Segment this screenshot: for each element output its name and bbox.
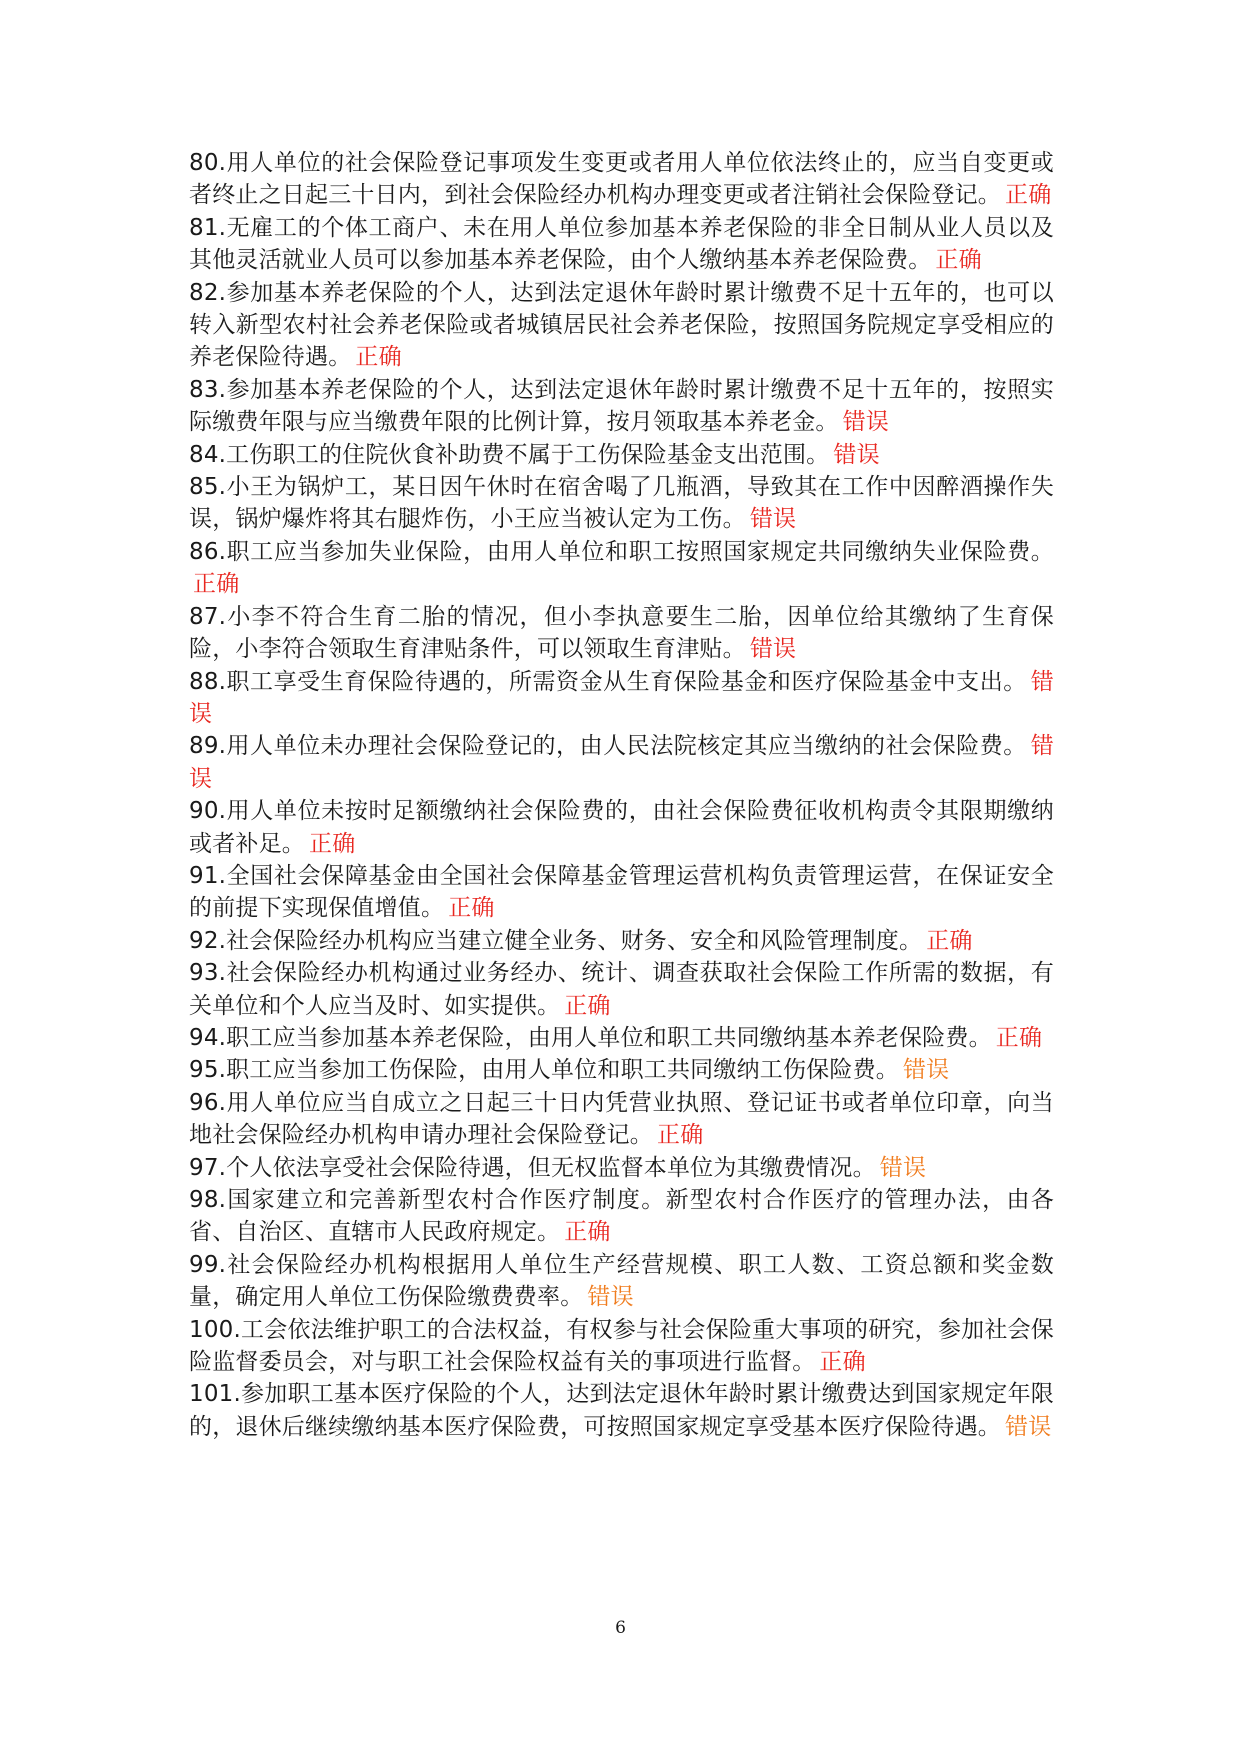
- answer-label: 正确: [819, 1349, 866, 1376]
- answer-label: 错误: [749, 636, 797, 663]
- answer-label: 正确: [926, 927, 973, 954]
- question-text: 101.参加职工基本医疗保险的个人，达到法定退休年龄时累计缴费达到国家规定年限的，退休后继续缴纳基本医疗保险费，可按照国家规定享受基本医疗保险待遇。: [189, 1381, 1054, 1440]
- answer-label: 错误: [833, 441, 880, 468]
- answer-label: 错误: [189, 668, 1054, 727]
- question-item: [189, 1314, 1054, 1379]
- answer-label: 正确: [995, 1024, 1043, 1051]
- question-text: 93.社会保险经办机构通过业务经办、统计、调查获取社会保险工作所需的数据，有关单位和个人应当及时、如实提供。: [189, 960, 1054, 1019]
- question-text: 96.用人单位应当自成立之日起三十日内凭营业执照、登记证书或者单位印章，向当地社会保险经办机构申请办理社会保险登记。: [189, 1089, 1054, 1149]
- question-text: 82.参加基本养老保险的个人，达到法定退休年龄时累计缴费不足十五年的，也可以转入新型农村社会养老保险或者城镇居民社会养老保险，按照国务院规定享受相应的养老保险待遇。: [189, 279, 1054, 371]
- question-item: [189, 1184, 1054, 1249]
- answer-label: 正确: [355, 344, 402, 371]
- question-text: 94.职工应当参加基本养老保险，由用人单位和职工共同缴纳基本养老保险费。: [189, 1024, 992, 1051]
- question-item: [189, 860, 1054, 925]
- answer-label: 错误: [879, 1154, 927, 1181]
- answer-label: 正确: [309, 830, 356, 857]
- question-text: 89.用人单位未办理社会保险登记的，由人民法院核定其应当缴纳的社会保险费。: [189, 733, 1027, 760]
- question-item: [189, 601, 1054, 666]
- question-text: 86.职工应当参加失业保险，由用人单位和职工按照国家规定共同缴纳失业保险费。: [189, 538, 1054, 565]
- answer-label: 正确: [448, 895, 495, 922]
- question-text: 84.工伤职工的住院伙食补助费不属于工伤保险基金支出范围。: [189, 441, 830, 468]
- question-text: 95.职工应当参加工伤保险，由用人单位和职工共同缴纳工伤保险费。: [189, 1057, 899, 1084]
- question-text: 85.小王为锅炉工，某日因午休时在宿舍喝了几瓶酒，导致其在工作中因醉酒操作失误，锅炉爆炸将其右腿炸伤，小王应当被认定为工伤。: [189, 474, 1054, 533]
- question-item: [189, 1022, 1054, 1054]
- question-item: [189, 471, 1054, 536]
- question-item: [189, 1087, 1054, 1152]
- question-text: 99.社会保险经办机构根据用人单位生产经营规模、职工人数、工资总额和奖金数量，确定用人单位工伤保险缴费费率。: [189, 1251, 1054, 1311]
- question-text: 80.用人单位的社会保险登记事项发生变更或者用人单位依法终止的，应当自变更或者终止之日起三十日内，到社会保险经办机构办理变更或者注销社会保险登记。: [189, 150, 1054, 209]
- question-text: 88.职工享受生育保险待遇的，所需资金从生育保险基金和医疗保险基金中支出。: [189, 668, 1027, 695]
- page-number: 6: [615, 1618, 626, 1638]
- question-text: 92.社会保险经办机构应当建立健全业务、财务、安全和风险管理制度。: [189, 927, 923, 954]
- question-text: 81.无雇工的个体工商户、未在用人单位参加基本养老保险的非全日制从业人员以及其他灵活就业人员可以参加基本养老保险，由个人缴纳基本养老保险费。: [189, 214, 1054, 274]
- question-item: [189, 957, 1054, 1022]
- answer-label: 正确: [657, 1122, 704, 1149]
- question-item: [189, 1152, 1054, 1184]
- question-item: [189, 277, 1054, 374]
- question-text: 91.全国社会保障基金由全国社会保障基金管理运营机构负责管理运营，在保证安全的前提下实现保值增值。: [189, 862, 1054, 922]
- answer-label: 正确: [1005, 182, 1052, 209]
- question-text: 98.国家建立和完善新型农村合作医疗制度。新型农村合作医疗的管理办法，由各省、自治区、直辖市人民政府规定。: [189, 1187, 1054, 1246]
- question-item: [189, 1378, 1054, 1443]
- question-item: [189, 1249, 1054, 1314]
- question-text: 87.小李不符合生育二胎的情况，但小李执意要生二胎，因单位给其缴纳了生育保险，小李符合领取生育津贴条件，可以领取生育津贴。: [189, 603, 1054, 663]
- question-item: [189, 536, 1054, 601]
- question-item: [189, 212, 1054, 277]
- question-list: [189, 147, 1054, 1443]
- question-item: [189, 1054, 1054, 1086]
- answer-label: 正确: [935, 247, 982, 274]
- question-text: 90.用人单位未按时足额缴纳社会保险费的，由社会保险费征收机构责令其限期缴纳或者补足。: [189, 798, 1054, 857]
- question-item: [189, 925, 1054, 957]
- question-text: 100.工会依法维护职工的合法权益，有权参与社会保险重大事项的研究，参加社会保险监督委员会，对与职工社会保险权益有关的事项进行监督。: [189, 1316, 1054, 1376]
- question-item: [189, 147, 1054, 212]
- answer-label: 错误: [1005, 1413, 1052, 1440]
- answer-label: 错误: [189, 733, 1054, 792]
- question-item: [189, 730, 1054, 795]
- answer-label: 错误: [902, 1057, 950, 1084]
- question-text: 83.参加基本养老保险的个人，达到法定退休年龄时累计缴费不足十五年的，按照实际缴费年限与应当缴费年限的比例计算，按月领取基本养老金。: [189, 376, 1054, 436]
- question-item: [189, 374, 1054, 439]
- answer-label: 错误: [587, 1284, 634, 1311]
- question-item: [189, 795, 1054, 860]
- question-item: [189, 439, 1054, 471]
- question-item: [189, 666, 1054, 731]
- answer-label: 正确: [193, 571, 240, 598]
- answer-label: 正确: [564, 992, 611, 1019]
- question-text: 97.个人依法享受社会保险待遇，但无权监督本单位为其缴费情况。: [189, 1154, 876, 1181]
- answer-label: 错误: [842, 409, 890, 436]
- answer-label: 正确: [564, 1219, 611, 1246]
- answer-label: 错误: [749, 506, 797, 533]
